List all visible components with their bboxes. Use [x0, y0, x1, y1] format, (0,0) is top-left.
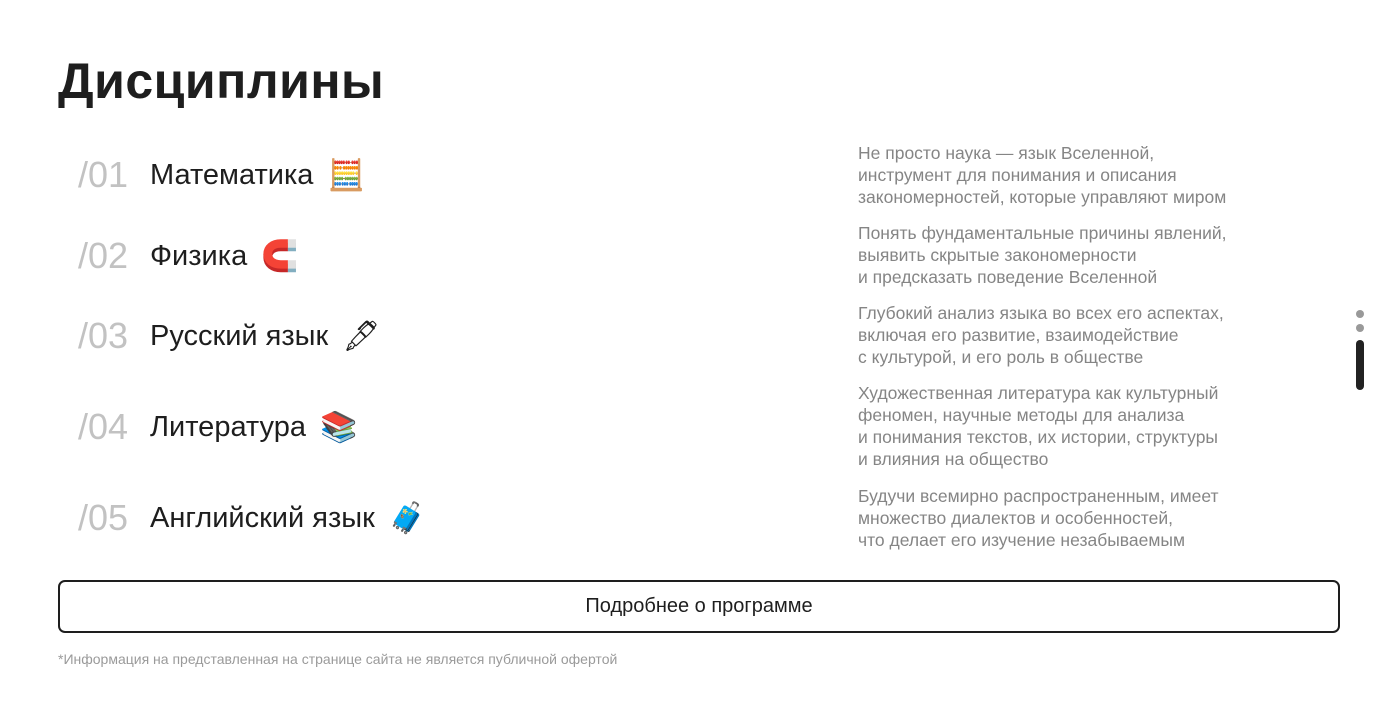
item-name: Литература [150, 410, 306, 443]
discipline-item-math [78, 155, 365, 195]
scroll-indicator-dot[interactable] [1356, 310, 1364, 318]
discipline-description: Глубокий анализ языка во всех его аспектах, включая его развитие, взаимодействие с культурой, и его роль в обществе [858, 303, 1224, 367]
fountain-pen-icon: 🖋 [342, 319, 381, 353]
disclaimer: *Информация на представленная на странице сайта не является публичной офертой [58, 651, 618, 667]
item-number: /05 [78, 497, 129, 538]
item-name: Русский язык [150, 319, 329, 352]
item-number: /02 [78, 235, 129, 276]
program-details-button[interactable]: Подробнее о программе [58, 580, 1340, 633]
item-name: Физика [150, 239, 248, 272]
item-number: /01 [78, 154, 129, 195]
discipline-description: Понять фундаментальные причины явлений, выявить скрытые закономерности и предсказать поведение Вселенной [858, 223, 1227, 287]
item-number: /04 [78, 406, 129, 447]
item-name: Английский язык [150, 501, 375, 534]
item-number: /03 [78, 315, 129, 356]
discipline-item-russian [78, 316, 380, 356]
discipline-item-physics [78, 236, 299, 276]
scroll-indicator-dot[interactable] [1356, 324, 1364, 332]
discipline-item-literature [78, 407, 357, 447]
abacus-icon: 🧮 [327, 158, 365, 192]
luggage-icon: 🧳 [388, 501, 427, 535]
books-icon: 📚 [319, 410, 358, 444]
magnet-icon: 🧲 [261, 239, 299, 273]
discipline-item-english [78, 498, 426, 538]
discipline-description: Не просто наука — язык Вселенной, инструмент для понимания и описания закономерностей, которые управляют миром [858, 143, 1227, 207]
page-title: Дисциплины [58, 53, 385, 109]
discipline-description: Будучи всемирно распространенным, имеет множество диалектов и особенностей, что делает его изучение незабываемым [858, 486, 1219, 550]
item-name: Математика [150, 158, 314, 191]
scroll-indicator-active[interactable] [1356, 340, 1364, 390]
discipline-description: Художественная литература как культурный феномен, научные методы для анализа и понимания текстов, их истории, структуры и влияния на общество [858, 383, 1219, 469]
